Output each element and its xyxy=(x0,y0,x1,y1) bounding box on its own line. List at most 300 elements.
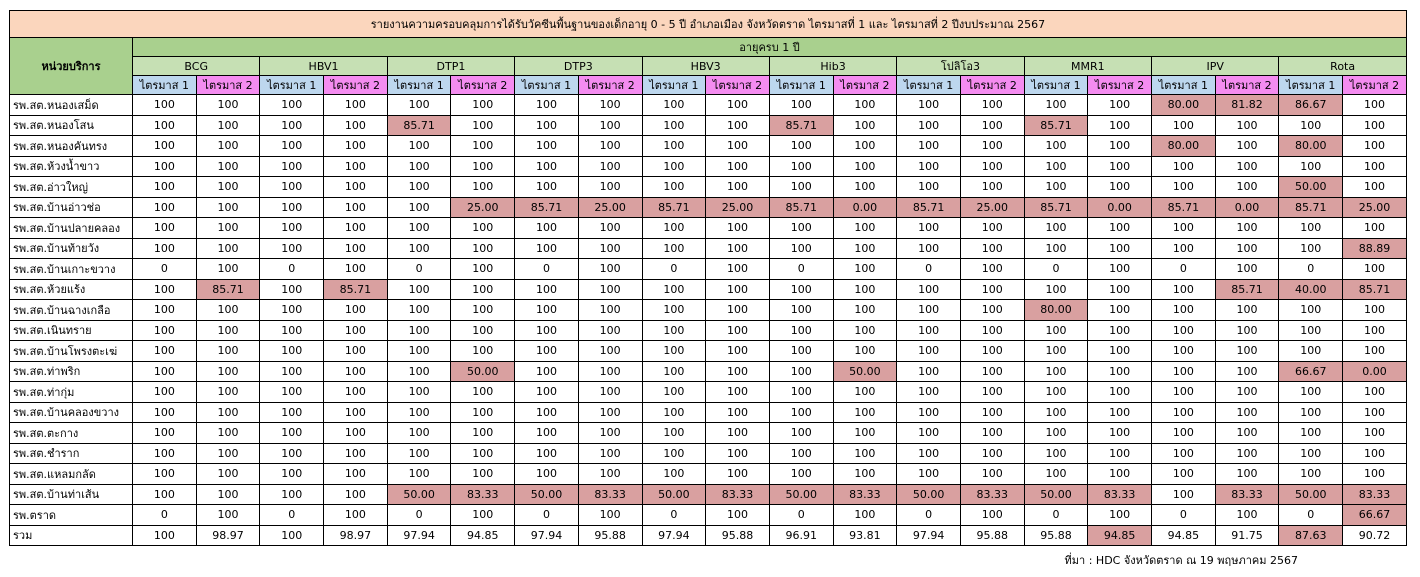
unit-name: รพ.สต.บ้านอ่าวช่อ xyxy=(10,197,133,218)
coverage-cell: 100 xyxy=(578,115,642,136)
coverage-cell: 100 xyxy=(769,402,833,423)
coverage-cell: 100 xyxy=(1279,156,1343,177)
table-row xyxy=(10,177,1407,198)
coverage-cell: 100 xyxy=(133,525,197,546)
coverage-cell: 100 xyxy=(578,218,642,239)
table-row xyxy=(10,238,1407,259)
coverage-cell: 100 xyxy=(1279,423,1343,444)
coverage-cell: 100 xyxy=(196,300,260,321)
coverage-cell: 100 xyxy=(578,464,642,485)
coverage-cell: 100 xyxy=(1088,218,1152,239)
coverage-cell: 100 xyxy=(769,361,833,382)
coverage-cell: 80.00 xyxy=(1024,300,1088,321)
coverage-cell: 100 xyxy=(960,259,1024,280)
coverage-cell: 100 xyxy=(324,136,388,157)
vaccine-header: โปลิโอ3 xyxy=(897,57,1024,76)
coverage-cell: 100 xyxy=(260,443,324,464)
coverage-cell: 100 xyxy=(960,115,1024,136)
coverage-cell: 85.71 xyxy=(769,115,833,136)
coverage-cell: 100 xyxy=(1088,156,1152,177)
coverage-cell: 100 xyxy=(196,443,260,464)
coverage-cell: 88.89 xyxy=(1343,238,1407,259)
coverage-cell: 100 xyxy=(578,423,642,444)
coverage-cell: 100 xyxy=(260,341,324,362)
coverage-cell: 0 xyxy=(1279,505,1343,526)
coverage-cell: 100 xyxy=(387,464,451,485)
coverage-cell: 100 xyxy=(706,95,770,116)
coverage-cell: 100 xyxy=(960,382,1024,403)
coverage-cell: 98.97 xyxy=(324,525,388,546)
coverage-cell: 100 xyxy=(1343,177,1407,198)
coverage-cell: 100 xyxy=(324,505,388,526)
quarter-1-header: ไตรมาส 1 xyxy=(1024,76,1088,95)
coverage-cell: 100 xyxy=(324,300,388,321)
coverage-cell: 100 xyxy=(451,238,515,259)
coverage-cell: 100 xyxy=(1152,443,1216,464)
coverage-cell: 100 xyxy=(833,505,897,526)
coverage-cell: 100 xyxy=(515,218,579,239)
table-row xyxy=(10,320,1407,341)
coverage-cell: 100 xyxy=(515,443,579,464)
coverage-cell: 100 xyxy=(960,505,1024,526)
coverage-cell: 100 xyxy=(451,505,515,526)
coverage-cell: 100 xyxy=(706,320,770,341)
quarter-1-header: ไตรมาส 1 xyxy=(1152,76,1216,95)
coverage-cell: 100 xyxy=(260,382,324,403)
coverage-cell: 0 xyxy=(642,505,706,526)
coverage-cell: 100 xyxy=(1088,259,1152,280)
coverage-cell: 100 xyxy=(133,218,197,239)
unit-name: รพ.สต.หนองโสน xyxy=(10,115,133,136)
table-row xyxy=(10,218,1407,239)
coverage-cell: 100 xyxy=(133,156,197,177)
coverage-cell: 100 xyxy=(260,115,324,136)
table-row xyxy=(10,505,1407,526)
coverage-cell: 100 xyxy=(960,341,1024,362)
coverage-cell: 100 xyxy=(642,423,706,444)
coverage-cell: 100 xyxy=(1088,238,1152,259)
coverage-cell: 100 xyxy=(897,95,961,116)
table-row xyxy=(10,156,1407,177)
coverage-cell: 100 xyxy=(897,156,961,177)
coverage-cell: 100 xyxy=(833,259,897,280)
coverage-cell: 100 xyxy=(387,95,451,116)
coverage-cell: 86.67 xyxy=(1279,95,1343,116)
coverage-cell: 100 xyxy=(1088,464,1152,485)
coverage-cell: 0 xyxy=(515,505,579,526)
coverage-cell: 100 xyxy=(1152,238,1216,259)
coverage-cell: 100 xyxy=(1343,156,1407,177)
coverage-cell: 100 xyxy=(960,423,1024,444)
coverage-cell: 100 xyxy=(642,156,706,177)
coverage-cell: 100 xyxy=(133,484,197,505)
coverage-cell: 100 xyxy=(515,238,579,259)
coverage-cell: 100 xyxy=(897,177,961,198)
coverage-cell: 83.33 xyxy=(1088,484,1152,505)
coverage-cell: 66.67 xyxy=(1343,505,1407,526)
coverage-cell: 100 xyxy=(133,238,197,259)
coverage-cell: 0 xyxy=(769,505,833,526)
coverage-cell: 100 xyxy=(1343,402,1407,423)
coverage-cell: 100 xyxy=(260,361,324,382)
coverage-cell: 50.00 xyxy=(769,484,833,505)
coverage-cell: 100 xyxy=(260,177,324,198)
coverage-cell: 100 xyxy=(515,402,579,423)
coverage-cell: 0 xyxy=(387,505,451,526)
coverage-cell: 100 xyxy=(133,423,197,444)
coverage-cell: 100 xyxy=(642,361,706,382)
coverage-cell: 100 xyxy=(1152,320,1216,341)
coverage-cell: 100 xyxy=(769,423,833,444)
coverage-cell: 100 xyxy=(642,95,706,116)
coverage-cell: 0 xyxy=(387,259,451,280)
vaccine-header: MMR1 xyxy=(1024,57,1151,76)
coverage-cell: 83.33 xyxy=(451,484,515,505)
coverage-cell: 83.33 xyxy=(833,484,897,505)
coverage-cell: 100 xyxy=(196,136,260,157)
coverage-cell: 95.88 xyxy=(578,525,642,546)
coverage-cell: 100 xyxy=(196,259,260,280)
coverage-cell: 100 xyxy=(515,156,579,177)
coverage-cell: 0 xyxy=(133,505,197,526)
coverage-cell: 100 xyxy=(897,443,961,464)
coverage-cell: 100 xyxy=(196,464,260,485)
coverage-cell: 95.88 xyxy=(706,525,770,546)
coverage-cell: 100 xyxy=(260,197,324,218)
coverage-cell: 100 xyxy=(133,402,197,423)
coverage-cell: 100 xyxy=(578,279,642,300)
coverage-cell: 100 xyxy=(515,95,579,116)
coverage-cell: 100 xyxy=(260,300,324,321)
coverage-cell: 100 xyxy=(897,218,961,239)
coverage-cell: 100 xyxy=(833,382,897,403)
coverage-cell: 100 xyxy=(578,320,642,341)
table-row xyxy=(10,259,1407,280)
quarter-2-header: ไตรมาส 2 xyxy=(960,76,1024,95)
coverage-table xyxy=(9,10,1407,546)
coverage-cell: 100 xyxy=(960,238,1024,259)
unit-name: รพ.สต.บ้านท่าเส้น xyxy=(10,484,133,505)
coverage-cell: 100 xyxy=(387,279,451,300)
unit-name: รพ.สต.ตะกาง xyxy=(10,423,133,444)
coverage-cell: 100 xyxy=(515,464,579,485)
coverage-cell: 100 xyxy=(706,115,770,136)
coverage-cell: 100 xyxy=(451,300,515,321)
coverage-cell: 100 xyxy=(451,95,515,116)
coverage-cell: 100 xyxy=(1088,423,1152,444)
table-row xyxy=(10,279,1407,300)
quarter-1-header: ไตรมาส 1 xyxy=(387,76,451,95)
coverage-cell: 100 xyxy=(578,443,642,464)
coverage-cell: 100 xyxy=(1152,361,1216,382)
coverage-cell: 100 xyxy=(897,423,961,444)
coverage-cell: 100 xyxy=(1215,341,1279,362)
coverage-cell: 100 xyxy=(451,259,515,280)
coverage-cell: 100 xyxy=(769,218,833,239)
coverage-cell: 100 xyxy=(642,279,706,300)
coverage-cell: 100 xyxy=(897,341,961,362)
coverage-cell: 100 xyxy=(706,361,770,382)
coverage-cell: 100 xyxy=(833,320,897,341)
coverage-cell: 100 xyxy=(769,320,833,341)
coverage-cell: 100 xyxy=(960,320,1024,341)
coverage-cell: 100 xyxy=(642,382,706,403)
coverage-cell: 100 xyxy=(324,320,388,341)
coverage-cell: 85.71 xyxy=(196,279,260,300)
coverage-cell: 85.71 xyxy=(324,279,388,300)
coverage-cell: 100 xyxy=(387,197,451,218)
coverage-cell: 100 xyxy=(324,238,388,259)
coverage-cell: 100 xyxy=(196,320,260,341)
coverage-cell: 100 xyxy=(960,95,1024,116)
coverage-cell: 0 xyxy=(260,259,324,280)
coverage-cell: 100 xyxy=(260,218,324,239)
coverage-cell: 0 xyxy=(1152,505,1216,526)
quarter-2-header: ไตรมาส 2 xyxy=(451,76,515,95)
coverage-cell: 100 xyxy=(1215,505,1279,526)
coverage-cell: 94.85 xyxy=(1088,525,1152,546)
coverage-cell: 100 xyxy=(1088,115,1152,136)
coverage-cell: 25.00 xyxy=(451,197,515,218)
coverage-cell: 100 xyxy=(515,382,579,403)
unit-name: รพ.สต.ท่าพริก xyxy=(10,361,133,382)
coverage-cell: 85.71 xyxy=(642,197,706,218)
coverage-cell: 100 xyxy=(833,218,897,239)
coverage-cell: 85.71 xyxy=(515,197,579,218)
coverage-cell: 66.67 xyxy=(1279,361,1343,382)
coverage-cell: 100 xyxy=(515,361,579,382)
coverage-cell: 90.72 xyxy=(1343,525,1407,546)
coverage-cell: 100 xyxy=(1088,505,1152,526)
coverage-cell: 100 xyxy=(578,177,642,198)
coverage-cell: 100 xyxy=(642,238,706,259)
coverage-cell: 100 xyxy=(260,136,324,157)
coverage-cell: 100 xyxy=(578,402,642,423)
coverage-cell: 100 xyxy=(1279,402,1343,423)
coverage-cell: 100 xyxy=(1279,443,1343,464)
coverage-cell: 100 xyxy=(1024,341,1088,362)
coverage-cell: 100 xyxy=(260,464,324,485)
coverage-cell: 100 xyxy=(706,259,770,280)
coverage-cell: 85.71 xyxy=(1152,197,1216,218)
unit-name: รพ.สต.เนินทราย xyxy=(10,320,133,341)
coverage-cell: 100 xyxy=(324,341,388,362)
coverage-cell: 100 xyxy=(324,95,388,116)
coverage-cell: 100 xyxy=(1343,300,1407,321)
coverage-cell: 100 xyxy=(706,423,770,444)
coverage-cell: 100 xyxy=(1024,402,1088,423)
coverage-cell: 50.00 xyxy=(1024,484,1088,505)
coverage-cell: 100 xyxy=(897,361,961,382)
coverage-cell: 100 xyxy=(1152,115,1216,136)
quarter-2-header: ไตรมาส 2 xyxy=(1088,76,1152,95)
quarter-2-header: ไตรมาส 2 xyxy=(833,76,897,95)
coverage-cell: 100 xyxy=(324,156,388,177)
coverage-cell: 100 xyxy=(515,341,579,362)
coverage-cell: 100 xyxy=(1152,156,1216,177)
coverage-cell: 100 xyxy=(515,320,579,341)
coverage-cell: 100 xyxy=(1343,218,1407,239)
coverage-cell: 100 xyxy=(897,320,961,341)
coverage-cell: 100 xyxy=(1343,95,1407,116)
coverage-cell: 100 xyxy=(1152,279,1216,300)
coverage-cell: 100 xyxy=(1215,423,1279,444)
coverage-cell: 100 xyxy=(706,382,770,403)
coverage-cell: 100 xyxy=(706,341,770,362)
coverage-cell: 50.00 xyxy=(515,484,579,505)
coverage-cell: 100 xyxy=(1088,402,1152,423)
coverage-cell: 100 xyxy=(833,156,897,177)
coverage-cell: 100 xyxy=(1215,259,1279,280)
coverage-cell: 100 xyxy=(960,361,1024,382)
coverage-cell: 83.33 xyxy=(960,484,1024,505)
coverage-cell: 100 xyxy=(1024,238,1088,259)
coverage-cell: 100 xyxy=(1024,320,1088,341)
coverage-cell: 100 xyxy=(642,300,706,321)
coverage-cell: 100 xyxy=(769,341,833,362)
coverage-cell: 100 xyxy=(1024,177,1088,198)
coverage-cell: 100 xyxy=(1343,341,1407,362)
unit-name: รพ.สต.ชำราก xyxy=(10,443,133,464)
coverage-cell: 0 xyxy=(1152,259,1216,280)
coverage-cell: 100 xyxy=(1088,300,1152,321)
coverage-cell: 100 xyxy=(1024,156,1088,177)
coverage-cell: 100 xyxy=(1343,464,1407,485)
coverage-cell: 95.88 xyxy=(960,525,1024,546)
table-row xyxy=(10,484,1407,505)
unit-name: รพ.สต.ท่ากุ่ม xyxy=(10,382,133,403)
quarter-2-header: ไตรมาส 2 xyxy=(578,76,642,95)
coverage-cell: 100 xyxy=(1215,177,1279,198)
coverage-cell: 100 xyxy=(260,156,324,177)
coverage-cell: 100 xyxy=(833,115,897,136)
coverage-cell: 100 xyxy=(1152,341,1216,362)
coverage-cell: 100 xyxy=(897,238,961,259)
coverage-cell: 94.85 xyxy=(1152,525,1216,546)
coverage-cell: 100 xyxy=(451,423,515,444)
coverage-cell: 85.71 xyxy=(1343,279,1407,300)
coverage-cell: 100 xyxy=(324,197,388,218)
coverage-cell: 100 xyxy=(324,177,388,198)
unit-name: รพ.สต.บ้านโพรงตะเฆ่ xyxy=(10,341,133,362)
coverage-cell: 100 xyxy=(960,300,1024,321)
unit-column-header: หน่วยบริการ xyxy=(10,38,133,95)
coverage-cell: 100 xyxy=(833,341,897,362)
coverage-cell: 100 xyxy=(1343,382,1407,403)
coverage-cell: 100 xyxy=(451,464,515,485)
coverage-cell: 100 xyxy=(196,423,260,444)
coverage-cell: 83.33 xyxy=(578,484,642,505)
coverage-cell: 50.00 xyxy=(833,361,897,382)
coverage-cell: 100 xyxy=(133,177,197,198)
coverage-cell: 80.00 xyxy=(1152,95,1216,116)
coverage-cell: 100 xyxy=(451,156,515,177)
coverage-cell: 100 xyxy=(324,115,388,136)
coverage-cell: 100 xyxy=(833,402,897,423)
quarter-1-header: ไตรมาส 1 xyxy=(1279,76,1343,95)
coverage-cell: 80.00 xyxy=(1279,136,1343,157)
coverage-cell: 100 xyxy=(960,156,1024,177)
coverage-cell: 100 xyxy=(387,300,451,321)
coverage-cell: 100 xyxy=(897,136,961,157)
coverage-cell: 100 xyxy=(324,361,388,382)
coverage-cell: 100 xyxy=(1088,320,1152,341)
coverage-cell: 100 xyxy=(387,320,451,341)
coverage-cell: 100 xyxy=(578,300,642,321)
coverage-cell: 100 xyxy=(1279,341,1343,362)
coverage-cell: 100 xyxy=(1088,341,1152,362)
coverage-cell: 0 xyxy=(897,505,961,526)
coverage-cell: 100 xyxy=(1024,95,1088,116)
coverage-cell: 100 xyxy=(642,115,706,136)
coverage-cell: 0 xyxy=(897,259,961,280)
coverage-cell: 100 xyxy=(1088,443,1152,464)
coverage-cell: 100 xyxy=(196,238,260,259)
coverage-cell: 100 xyxy=(324,423,388,444)
coverage-cell: 100 xyxy=(196,361,260,382)
unit-name: รพ.สต.แหลมกลัด xyxy=(10,464,133,485)
coverage-cell: 100 xyxy=(1215,402,1279,423)
coverage-cell: 100 xyxy=(578,341,642,362)
vaccine-header: HBV1 xyxy=(260,57,387,76)
coverage-cell: 100 xyxy=(769,156,833,177)
coverage-cell: 100 xyxy=(706,505,770,526)
coverage-cell: 100 xyxy=(133,95,197,116)
coverage-cell: 100 xyxy=(833,300,897,321)
coverage-cell: 100 xyxy=(706,279,770,300)
coverage-cell: 0 xyxy=(515,259,579,280)
coverage-cell: 100 xyxy=(769,136,833,157)
coverage-cell: 100 xyxy=(1152,402,1216,423)
coverage-cell: 100 xyxy=(1088,177,1152,198)
coverage-cell: 100 xyxy=(196,197,260,218)
coverage-cell: 100 xyxy=(1215,156,1279,177)
quarter-1-header: ไตรมาส 1 xyxy=(897,76,961,95)
coverage-cell: 100 xyxy=(451,115,515,136)
coverage-cell: 100 xyxy=(1279,300,1343,321)
table-row xyxy=(10,402,1407,423)
coverage-cell: 100 xyxy=(833,423,897,444)
table-row xyxy=(10,443,1407,464)
coverage-cell: 80.00 xyxy=(1152,136,1216,157)
table-row xyxy=(10,300,1407,321)
coverage-cell: 100 xyxy=(960,443,1024,464)
coverage-cell: 100 xyxy=(324,443,388,464)
coverage-cell: 0 xyxy=(769,259,833,280)
quarter-2-header: ไตรมาส 2 xyxy=(1343,76,1407,95)
coverage-cell: 96.91 xyxy=(769,525,833,546)
coverage-cell: 100 xyxy=(578,382,642,403)
coverage-cell: 100 xyxy=(1152,177,1216,198)
coverage-cell: 100 xyxy=(1024,464,1088,485)
coverage-cell: 100 xyxy=(706,300,770,321)
coverage-cell: 100 xyxy=(1215,443,1279,464)
coverage-cell: 100 xyxy=(769,177,833,198)
coverage-cell: 100 xyxy=(1152,464,1216,485)
coverage-cell: 100 xyxy=(196,115,260,136)
coverage-cell: 100 xyxy=(1343,115,1407,136)
coverage-cell: 100 xyxy=(133,382,197,403)
coverage-cell: 100 xyxy=(706,443,770,464)
coverage-cell: 100 xyxy=(706,177,770,198)
coverage-cell: 100 xyxy=(833,443,897,464)
coverage-cell: 100 xyxy=(769,443,833,464)
coverage-cell: 100 xyxy=(451,177,515,198)
coverage-cell: 100 xyxy=(324,484,388,505)
coverage-cell: 85.71 xyxy=(1024,197,1088,218)
vaccine-header: DTP3 xyxy=(515,57,642,76)
coverage-cell: 100 xyxy=(769,238,833,259)
